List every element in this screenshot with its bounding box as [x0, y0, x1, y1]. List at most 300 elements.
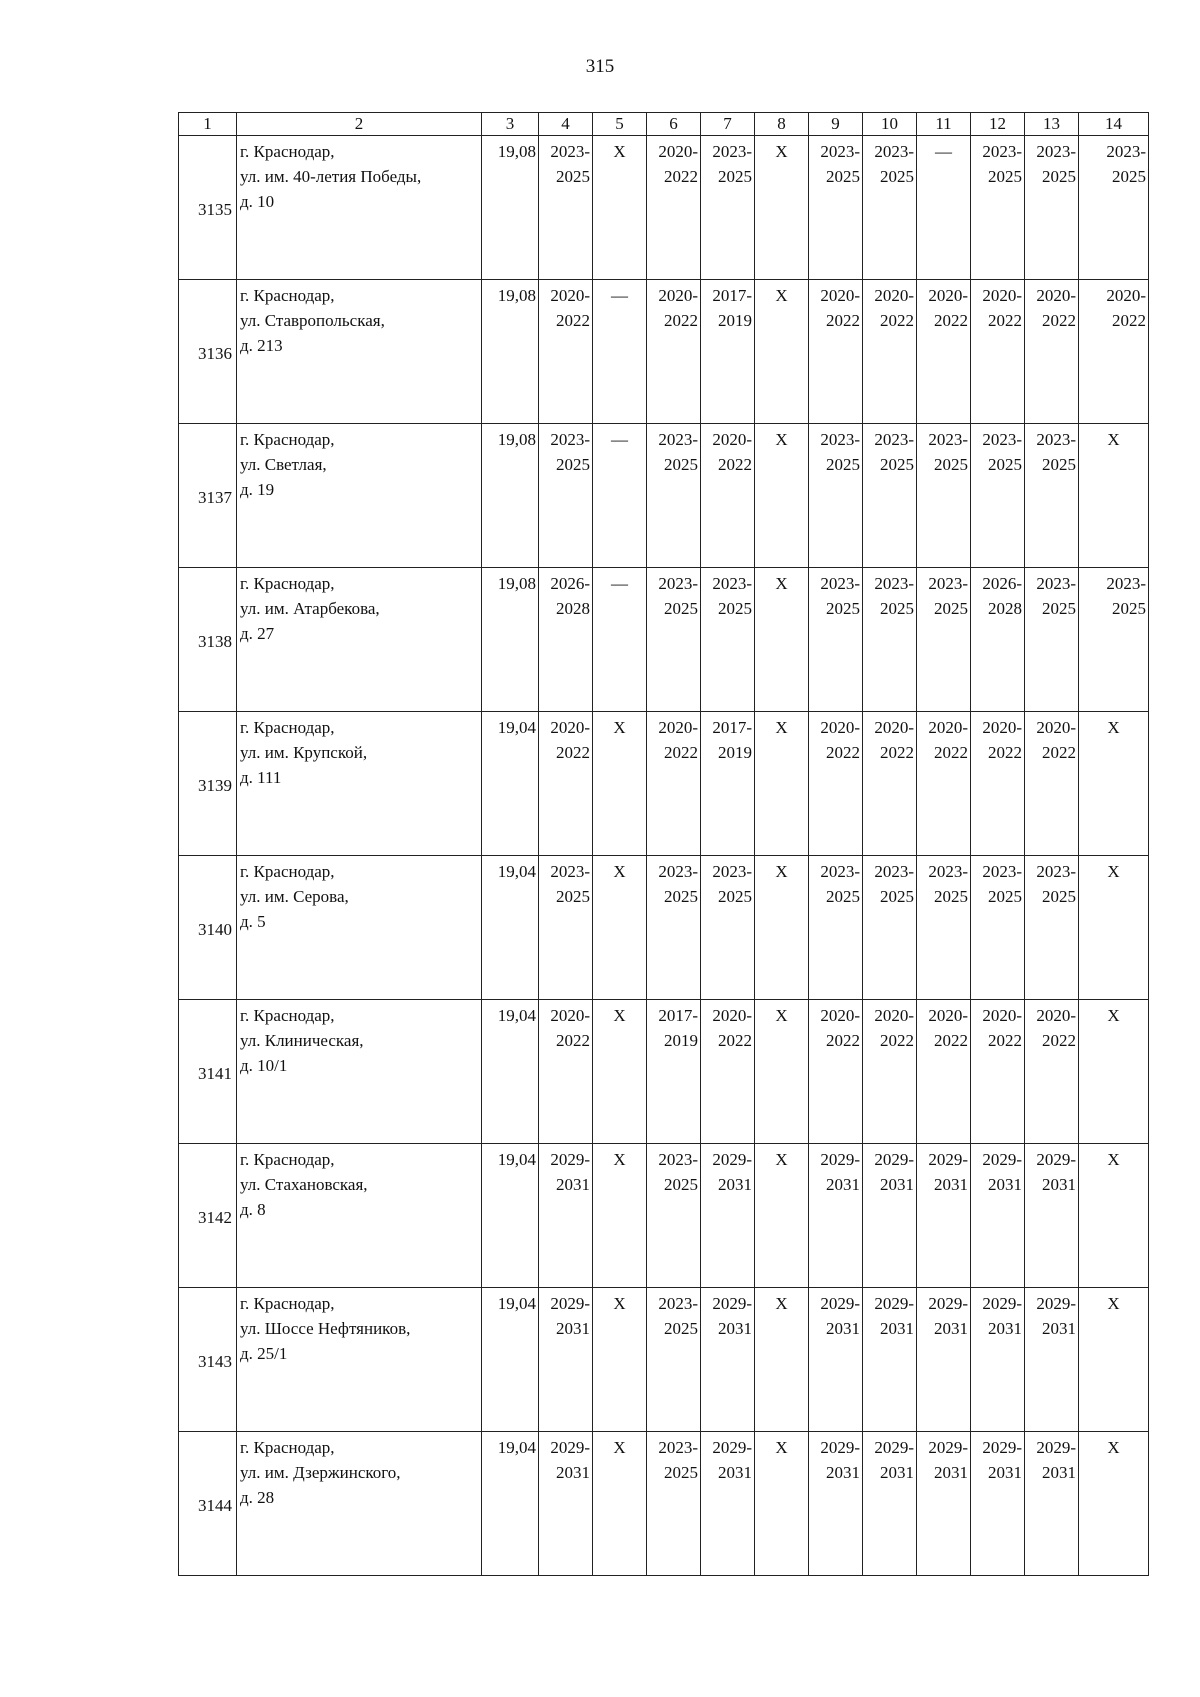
period-cell-c7 — [701, 856, 755, 1000]
period-value: 2019 — [664, 1031, 698, 1050]
period-value: 2023- — [1106, 574, 1146, 593]
period-cell-c10 — [863, 136, 917, 280]
period-value: 2020- — [550, 1006, 590, 1025]
period-cell-c13 — [1025, 1432, 1079, 1576]
period-cell-c13 — [1025, 568, 1079, 712]
period-value: 2023- — [658, 1294, 698, 1313]
period-cell-c13 — [1025, 1144, 1079, 1288]
period-cell-c12 — [971, 568, 1025, 712]
period-cell-c14 — [1079, 1000, 1149, 1144]
period-value: 2022 — [988, 743, 1022, 762]
period-value: 2025 — [556, 167, 590, 186]
period-value: 2025 — [718, 887, 752, 906]
address-cell — [237, 1432, 482, 1576]
row-number-cell: 3140 — [179, 856, 237, 1000]
period-value: 2023- — [928, 574, 968, 593]
address-line: ул. Клиническая, — [240, 1031, 364, 1050]
period-value: 2020- — [874, 286, 914, 305]
period-value: 2029- — [874, 1150, 914, 1169]
period-cell-c5 — [593, 280, 647, 424]
row-number-cell: 3135 — [179, 136, 237, 280]
period-value: Х — [775, 1294, 788, 1313]
period-value: 2017- — [712, 718, 752, 737]
period-value: 2020- — [928, 286, 968, 305]
period-cell-c11 — [917, 712, 971, 856]
period-value: 2029- — [820, 1294, 860, 1313]
address-line: ул. им. Дзержинского, — [240, 1463, 401, 1482]
period-cell-c12 — [971, 1000, 1025, 1144]
period-cell-c14 — [1079, 1144, 1149, 1288]
period-cell-c4 — [539, 280, 593, 424]
column-header: 10 — [863, 113, 917, 136]
row-number-cell: 3139 — [179, 712, 237, 856]
period-cell-c5 — [593, 1144, 647, 1288]
period-value: 2020- — [712, 430, 752, 449]
period-value: 2019 — [718, 311, 752, 330]
period-cell-c4 — [539, 1144, 593, 1288]
table-row — [179, 136, 1149, 280]
column-header: 8 — [755, 113, 809, 136]
period-cell-c12 — [971, 1144, 1025, 1288]
period-value: 2019 — [718, 743, 752, 762]
address-line: д. 25/1 — [240, 1344, 288, 1363]
period-value: Х — [1107, 430, 1120, 449]
period-value: 2031 — [1042, 1319, 1076, 1338]
address-line: д. 10/1 — [240, 1056, 288, 1075]
period-value: Х — [613, 718, 626, 737]
address-line: д. 27 — [240, 624, 275, 643]
address-line: д. 8 — [240, 1200, 266, 1219]
period-value: 2023- — [820, 430, 860, 449]
period-cell-c4 — [539, 856, 593, 1000]
column-header: 14 — [1079, 113, 1149, 136]
period-cell-c14 — [1079, 280, 1149, 424]
period-cell-c10 — [863, 568, 917, 712]
period-value: 2023- — [658, 1438, 698, 1457]
period-value: 2022 — [1112, 311, 1146, 330]
period-value: 2022 — [880, 311, 914, 330]
period-value: 2023- — [1036, 862, 1076, 881]
period-cell-c6 — [647, 856, 701, 1000]
period-value: 2025 — [1042, 599, 1076, 618]
period-value: 2022 — [556, 1031, 590, 1050]
period-value: 2023- — [550, 430, 590, 449]
area-cell: 19,08 — [482, 136, 539, 280]
period-cell-c12 — [971, 1432, 1025, 1576]
column-header: 9 — [809, 113, 863, 136]
period-value: 2023- — [712, 862, 752, 881]
period-cell-c12 — [971, 136, 1025, 280]
period-value: 2022 — [1042, 311, 1076, 330]
period-value: — — [611, 430, 628, 449]
period-value: 2020- — [550, 286, 590, 305]
period-value: 2031 — [718, 1463, 752, 1482]
address-line: г. Краснодар, — [240, 286, 335, 305]
column-header: 11 — [917, 113, 971, 136]
period-value: 2020- — [820, 718, 860, 737]
address-cell — [237, 1144, 482, 1288]
period-cell-c11 — [917, 856, 971, 1000]
table-row — [179, 712, 1149, 856]
period-value: 2025 — [664, 1319, 698, 1338]
period-value: 2022 — [826, 311, 860, 330]
area-cell: 19,04 — [482, 1000, 539, 1144]
period-value: 2020- — [658, 718, 698, 737]
period-value: 2020- — [982, 286, 1022, 305]
period-value: 2020- — [712, 1006, 752, 1025]
period-cell-c9 — [809, 856, 863, 1000]
period-value: 2029- — [712, 1438, 752, 1457]
period-cell-c4 — [539, 568, 593, 712]
period-value: Х — [613, 142, 626, 161]
column-header: 12 — [971, 113, 1025, 136]
period-cell-c11 — [917, 1000, 971, 1144]
period-value: 2025 — [556, 455, 590, 474]
period-cell-c13 — [1025, 280, 1079, 424]
period-cell-c11 — [917, 1144, 971, 1288]
period-value: 2029- — [820, 1150, 860, 1169]
period-value: 2031 — [826, 1319, 860, 1338]
table-row — [179, 1144, 1149, 1288]
period-cell-c13 — [1025, 1000, 1079, 1144]
period-value: 2022 — [880, 743, 914, 762]
period-value: 2025 — [880, 887, 914, 906]
period-value: 2029- — [928, 1438, 968, 1457]
address-cell — [237, 424, 482, 568]
period-cell-c14 — [1079, 712, 1149, 856]
period-value: Х — [613, 1438, 626, 1457]
address-line: ул. Ставропольская, — [240, 311, 385, 330]
period-value: 2023- — [928, 430, 968, 449]
period-value: 2029- — [1036, 1438, 1076, 1457]
period-value: 2031 — [826, 1175, 860, 1194]
period-cell-c12 — [971, 1288, 1025, 1432]
period-cell-c9 — [809, 1144, 863, 1288]
period-cell-c6 — [647, 712, 701, 856]
period-cell-c12 — [971, 856, 1025, 1000]
period-value: 2020- — [658, 142, 698, 161]
period-value: 2025 — [664, 1175, 698, 1194]
period-cell-c11 — [917, 280, 971, 424]
period-value: 2023- — [982, 862, 1022, 881]
period-value: 2023- — [712, 142, 752, 161]
period-value: 2023- — [820, 862, 860, 881]
period-value: 2023- — [658, 862, 698, 881]
period-cell-c7 — [701, 568, 755, 712]
period-value: 2020- — [982, 1006, 1022, 1025]
column-header: 1 — [179, 113, 237, 136]
period-value: 2020- — [820, 286, 860, 305]
period-value: 2022 — [664, 743, 698, 762]
period-value: 2020- — [874, 718, 914, 737]
period-value: 2029- — [712, 1150, 752, 1169]
period-value: 2029- — [874, 1294, 914, 1313]
period-value: 2029- — [982, 1294, 1022, 1313]
period-cell-c9 — [809, 712, 863, 856]
period-value: 2029- — [1036, 1150, 1076, 1169]
period-cell-c6 — [647, 1432, 701, 1576]
period-value: 2031 — [718, 1319, 752, 1338]
period-value: 2029- — [712, 1294, 752, 1313]
period-value: 2028 — [988, 599, 1022, 618]
period-cell-c4 — [539, 1288, 593, 1432]
period-value: 2031 — [934, 1463, 968, 1482]
period-cell-c6 — [647, 1144, 701, 1288]
period-value: 2025 — [934, 455, 968, 474]
period-value: 2022 — [718, 455, 752, 474]
period-value: 2023- — [874, 430, 914, 449]
period-cell-c14 — [1079, 568, 1149, 712]
period-value: 2025 — [880, 599, 914, 618]
period-value: 2025 — [664, 455, 698, 474]
column-header: 4 — [539, 113, 593, 136]
period-value: Х — [1107, 1294, 1120, 1313]
period-value: 2031 — [556, 1175, 590, 1194]
address-line: г. Краснодар, — [240, 1006, 335, 1025]
period-cell-c4 — [539, 1432, 593, 1576]
period-cell-c7 — [701, 1000, 755, 1144]
period-value: 2029- — [1036, 1294, 1076, 1313]
period-value: 2023- — [1036, 142, 1076, 161]
period-value: 2031 — [988, 1319, 1022, 1338]
address-line: д. 213 — [240, 336, 283, 355]
table-row — [179, 856, 1149, 1000]
column-header: 3 — [482, 113, 539, 136]
period-cell-c10 — [863, 1144, 917, 1288]
address-line: ул. Светлая, — [240, 455, 327, 474]
area-cell: 19,04 — [482, 1288, 539, 1432]
address-line: г. Краснодар, — [240, 1150, 335, 1169]
period-value: Х — [1107, 1150, 1120, 1169]
area-cell: 19,04 — [482, 1144, 539, 1288]
period-value: 2025 — [988, 167, 1022, 186]
table-row — [179, 280, 1149, 424]
period-cell-c10 — [863, 856, 917, 1000]
area-cell: 19,08 — [482, 568, 539, 712]
area-cell: 19,08 — [482, 280, 539, 424]
address-line: г. Краснодар, — [240, 430, 335, 449]
period-value: — — [935, 142, 952, 161]
period-value: 2020- — [928, 1006, 968, 1025]
period-value: 2023- — [658, 430, 698, 449]
period-value: 2023- — [658, 574, 698, 593]
period-value: 2022 — [934, 311, 968, 330]
period-cell-c5 — [593, 1288, 647, 1432]
period-value: 2022 — [826, 1031, 860, 1050]
period-cell-c6 — [647, 280, 701, 424]
period-value: 2031 — [880, 1463, 914, 1482]
period-value: Х — [613, 1294, 626, 1313]
address-line: ул. им. Атарбекова, — [240, 599, 380, 618]
period-value: 2025 — [934, 599, 968, 618]
period-value: 2025 — [1042, 887, 1076, 906]
column-header: 5 — [593, 113, 647, 136]
period-value: Х — [1107, 1438, 1120, 1457]
period-cell-c14 — [1079, 136, 1149, 280]
period-value: 2023- — [712, 574, 752, 593]
period-value: Х — [775, 862, 788, 881]
period-cell-c14 — [1079, 1288, 1149, 1432]
period-cell-c8 — [755, 280, 809, 424]
period-value: 2031 — [934, 1319, 968, 1338]
period-cell-c13 — [1025, 136, 1079, 280]
period-cell-c12 — [971, 424, 1025, 568]
period-cell-c6 — [647, 1000, 701, 1144]
period-cell-c8 — [755, 1432, 809, 1576]
period-cell-c9 — [809, 568, 863, 712]
period-value: 2025 — [880, 167, 914, 186]
period-cell-c4 — [539, 136, 593, 280]
period-cell-c4 — [539, 712, 593, 856]
period-value: 2023- — [982, 430, 1022, 449]
period-value: 2029- — [820, 1438, 860, 1457]
period-cell-c5 — [593, 1432, 647, 1576]
period-value: 2029- — [928, 1294, 968, 1313]
page-number: 315 — [585, 56, 615, 77]
period-cell-c13 — [1025, 856, 1079, 1000]
period-value: 2020- — [550, 718, 590, 737]
table-row — [179, 1000, 1149, 1144]
period-cell-c9 — [809, 1000, 863, 1144]
period-cell-c8 — [755, 424, 809, 568]
period-value: 2022 — [718, 1031, 752, 1050]
period-value: 2031 — [880, 1175, 914, 1194]
period-value: 2025 — [826, 887, 860, 906]
period-value: Х — [613, 862, 626, 881]
period-value: 2029- — [928, 1150, 968, 1169]
period-value: 2025 — [880, 455, 914, 474]
period-value: 2020- — [820, 1006, 860, 1025]
period-value: 2025 — [664, 1463, 698, 1482]
period-cell-c9 — [809, 280, 863, 424]
period-value: 2020- — [1106, 286, 1146, 305]
period-value: 2031 — [880, 1319, 914, 1338]
period-value: 2029- — [550, 1150, 590, 1169]
period-cell-c12 — [971, 280, 1025, 424]
period-cell-c10 — [863, 1432, 917, 1576]
period-cell-c7 — [701, 712, 755, 856]
area-cell: 19,04 — [482, 856, 539, 1000]
period-cell-c8 — [755, 1144, 809, 1288]
table-body — [179, 136, 1149, 1576]
period-value: 2020- — [874, 1006, 914, 1025]
period-value: 2031 — [556, 1463, 590, 1482]
column-number-row — [179, 113, 1149, 136]
period-value: Х — [775, 1006, 788, 1025]
period-value: 2020- — [1036, 718, 1076, 737]
period-value: 2023- — [874, 142, 914, 161]
period-cell-c13 — [1025, 1288, 1079, 1432]
period-value: 2020- — [1036, 1006, 1076, 1025]
period-value: 2025 — [1042, 167, 1076, 186]
address-line: д. 10 — [240, 192, 275, 211]
period-cell-c12 — [971, 712, 1025, 856]
period-cell-c5 — [593, 1000, 647, 1144]
period-cell-c7 — [701, 1144, 755, 1288]
period-value: 2029- — [550, 1294, 590, 1313]
row-number-cell: 3143 — [179, 1288, 237, 1432]
period-cell-c6 — [647, 424, 701, 568]
period-cell-c8 — [755, 1288, 809, 1432]
period-value: 2022 — [934, 1031, 968, 1050]
period-value: 2022 — [664, 167, 698, 186]
address-line: д. 5 — [240, 912, 266, 931]
address-line: г. Краснодар, — [240, 718, 335, 737]
address-line: ул. Стахановская, — [240, 1175, 368, 1194]
period-cell-c5 — [593, 856, 647, 1000]
period-value: 2022 — [1042, 1031, 1076, 1050]
period-value: 2017- — [712, 286, 752, 305]
period-cell-c7 — [701, 136, 755, 280]
period-value: 2031 — [934, 1175, 968, 1194]
period-value: 2031 — [826, 1463, 860, 1482]
period-cell-c13 — [1025, 424, 1079, 568]
address-cell — [237, 136, 482, 280]
row-number-cell: 3137 — [179, 424, 237, 568]
address-cell — [237, 856, 482, 1000]
period-value: 2023- — [658, 1150, 698, 1169]
period-value: 2023- — [874, 574, 914, 593]
period-cell-c10 — [863, 712, 917, 856]
period-value: 2023- — [1036, 430, 1076, 449]
period-value: 2025 — [826, 599, 860, 618]
period-value: 2023- — [982, 142, 1022, 161]
period-value: 2023- — [820, 574, 860, 593]
period-value: 2025 — [718, 167, 752, 186]
period-value: 2020- — [1036, 286, 1076, 305]
period-value: 2022 — [1042, 743, 1076, 762]
period-cell-c9 — [809, 424, 863, 568]
period-value: Х — [775, 1438, 788, 1457]
address-cell — [237, 712, 482, 856]
period-cell-c9 — [809, 136, 863, 280]
period-value: 2029- — [874, 1438, 914, 1457]
period-cell-c10 — [863, 280, 917, 424]
period-value: 2017- — [658, 1006, 698, 1025]
period-value: 2025 — [988, 455, 1022, 474]
address-line: г. Краснодар, — [240, 1438, 335, 1457]
column-header: 13 — [1025, 113, 1079, 136]
period-cell-c8 — [755, 568, 809, 712]
period-value: Х — [775, 574, 788, 593]
period-cell-c8 — [755, 1000, 809, 1144]
period-value: Х — [1107, 1006, 1120, 1025]
period-cell-c7 — [701, 280, 755, 424]
period-cell-c9 — [809, 1432, 863, 1576]
period-value: 2029- — [982, 1150, 1022, 1169]
period-value: 2023- — [874, 862, 914, 881]
period-value: 2022 — [664, 311, 698, 330]
period-value: 2025 — [1042, 455, 1076, 474]
period-value: 2029- — [550, 1438, 590, 1457]
area-cell: 19,08 — [482, 424, 539, 568]
period-cell-c10 — [863, 1288, 917, 1432]
address-line: г. Краснодар, — [240, 142, 335, 161]
period-value: 2020- — [982, 718, 1022, 737]
period-value: 2031 — [556, 1319, 590, 1338]
period-value: 2025 — [826, 167, 860, 186]
address-cell — [237, 280, 482, 424]
address-cell — [237, 1288, 482, 1432]
period-cell-c11 — [917, 1288, 971, 1432]
period-cell-c9 — [809, 1288, 863, 1432]
period-value: 2025 — [1112, 599, 1146, 618]
period-value: 2022 — [988, 1031, 1022, 1050]
period-cell-c11 — [917, 1432, 971, 1576]
period-cell-c11 — [917, 424, 971, 568]
row-number-cell: 3136 — [179, 280, 237, 424]
period-cell-c8 — [755, 712, 809, 856]
